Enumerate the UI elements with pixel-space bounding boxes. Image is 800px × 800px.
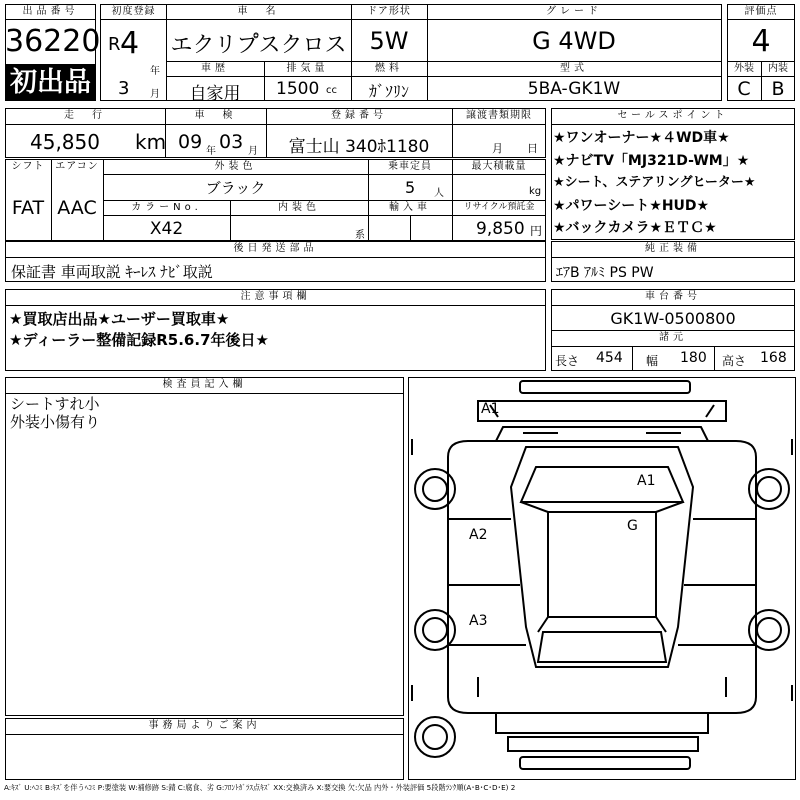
ac: AAC: [57, 197, 97, 219]
note-line: ★ディーラー整備記録R5.6.7年後日★: [9, 331, 269, 349]
history-label: 車歴: [201, 63, 229, 74]
length: 454: [596, 350, 623, 366]
door-label: ドア形状: [367, 6, 411, 17]
inspection-year-unit: 年: [206, 146, 216, 157]
height-label: 高さ: [722, 354, 747, 368]
transfer-day-unit: 日: [527, 142, 538, 155]
ac-label: エアコン: [55, 161, 99, 172]
inspection-year: 09: [178, 131, 203, 153]
month-unit: 月: [150, 89, 160, 100]
grade-label: グレード: [546, 6, 602, 17]
displacement: 1500: [276, 79, 320, 99]
later-parts-label: 後日発送部品: [233, 243, 318, 254]
height: 168: [760, 350, 787, 366]
notes-text: [9, 309, 269, 351]
car-name-label: 車 名: [237, 6, 280, 17]
era: R: [108, 34, 121, 55]
capacity-unit: 人: [434, 188, 444, 199]
damage-mark: A2: [469, 527, 488, 543]
load-label: 最大積載量: [471, 161, 527, 172]
legend: A:ｷｽﾞ U:ﾍｺﾐ B:ｷｽﾞを伴うﾍｺﾐ P:要塗装 W:補修跡 S:錆 C:腐食、劣 G:ﾌﾛﾝﾄｶﾞﾗｽ点ｷｽﾞ XX:交換済み X:要交換 欠:欠品 内外・外装評価 5段階ﾗﾝｸ順(A･B･C･D･E) 2: [4, 783, 516, 792]
color-no-label: カラーNo.: [131, 202, 202, 213]
grade: G 4WD: [532, 27, 616, 55]
sales-point: ★シート、ステアリングヒーター★: [553, 175, 756, 190]
sales-point: ★ナビTV「MJ321D-WM」★: [553, 152, 750, 169]
damage-mark: A1: [637, 473, 656, 489]
later-parts: 保証書 車両取説 ｷｰﾚｽ ﾅﾋﾞ取説: [11, 263, 213, 281]
first-listing-badge: 初出品: [5, 64, 96, 101]
lot-no-label: 出品番号: [22, 6, 79, 17]
import-label: 輸入車: [389, 202, 431, 213]
score-label: 評価点: [744, 6, 778, 17]
damage-mark: G: [627, 518, 638, 534]
recycle-fee: 9,850: [476, 219, 525, 239]
first-reg-label: 初度登録: [111, 6, 156, 17]
width-label: 幅: [646, 354, 659, 368]
sales-point: ★ワンオーナー★４WD車★: [553, 130, 730, 146]
inspector-label: 検査員記入欄: [162, 379, 247, 390]
inspector-note: シートすれ小: [10, 395, 100, 413]
model-code-label: 型式: [560, 63, 588, 74]
inspection-month-unit: 月: [248, 146, 258, 157]
shift-label: シフト: [11, 161, 45, 172]
inspection-month: 03: [219, 131, 244, 153]
displacement-label: 排気量: [286, 63, 329, 74]
displacement-unit: cc: [326, 85, 337, 96]
genuine-equipment: ｴｱB ｱﾙﾐ PS PW: [556, 265, 654, 281]
inspector-notes: [10, 395, 100, 431]
inspection-label: 車 検: [194, 110, 237, 121]
office-label: 事務局よりご案内: [148, 720, 261, 731]
car-name: エクリプ゚スクロス: [170, 33, 347, 58]
plate-label: 登録番号: [331, 110, 387, 121]
sales-point: ★パワーシート★HUD★: [553, 197, 710, 214]
recycle-label: リサイクル預託金: [463, 202, 535, 212]
body-color: ブラック: [205, 179, 266, 197]
notes-label: 注意事項欄: [240, 291, 311, 302]
color-label: 外装色: [214, 161, 257, 172]
width: 180: [680, 350, 707, 366]
recycle-unit: 円: [530, 224, 543, 238]
shift: FAT: [11, 197, 45, 219]
mileage: 45,850: [30, 130, 100, 154]
chassis-label: 車台番号: [645, 291, 701, 302]
lot-number: 36220: [5, 24, 101, 59]
note-line: ★買取店出品★ユーザー買取車★: [9, 310, 230, 328]
history: 自家用: [189, 84, 241, 104]
capacity: 5: [405, 178, 416, 197]
damage-mark: A3: [469, 613, 488, 629]
interior-color-label: 内装色: [278, 202, 320, 213]
interior-label: 内装: [768, 63, 788, 74]
sales-points-list: [553, 127, 795, 240]
year-unit: 年: [150, 66, 160, 77]
sales-points-label: セールスポイント: [617, 110, 729, 121]
fuel-label: 燃料: [375, 63, 403, 74]
fuel: ｶﾞｿﾘﾝ: [368, 82, 409, 101]
score: 4: [751, 24, 771, 59]
transfer-label: 譲渡書類期限: [466, 110, 532, 121]
exterior-label: 外装: [734, 63, 754, 74]
plate-number: 富士山 340ﾎ1180: [288, 137, 430, 157]
mileage-unit: km: [135, 130, 167, 154]
first-reg-month: 3: [118, 78, 130, 99]
car-body-diagram: [408, 377, 796, 780]
genuine-label: 純正装備: [645, 243, 701, 254]
chassis-number: GK1W-0500800: [610, 309, 736, 328]
transfer-month-unit: 月: [492, 142, 503, 155]
color-number: X42: [149, 219, 184, 239]
interior-grade: B: [771, 78, 785, 100]
sales-point: ★バックカメラ★ＥＴＣ★: [553, 220, 717, 236]
door-type: 5W: [369, 27, 409, 55]
damage-mark: A1: [481, 401, 500, 417]
load-unit: kg: [529, 186, 542, 197]
capacity-label: 乗車定員: [388, 161, 432, 172]
mileage-label: 走 行: [64, 110, 106, 121]
interior-color-unit: 系: [355, 230, 365, 241]
exterior-grade: C: [737, 78, 751, 100]
dims-label: 諸元: [659, 332, 687, 343]
model-code: 5BA-GK1W: [527, 79, 621, 99]
length-label: 長さ: [555, 354, 580, 368]
inspector-note: 外装小傷有り: [10, 413, 101, 431]
first-reg-year: 4: [120, 26, 140, 61]
